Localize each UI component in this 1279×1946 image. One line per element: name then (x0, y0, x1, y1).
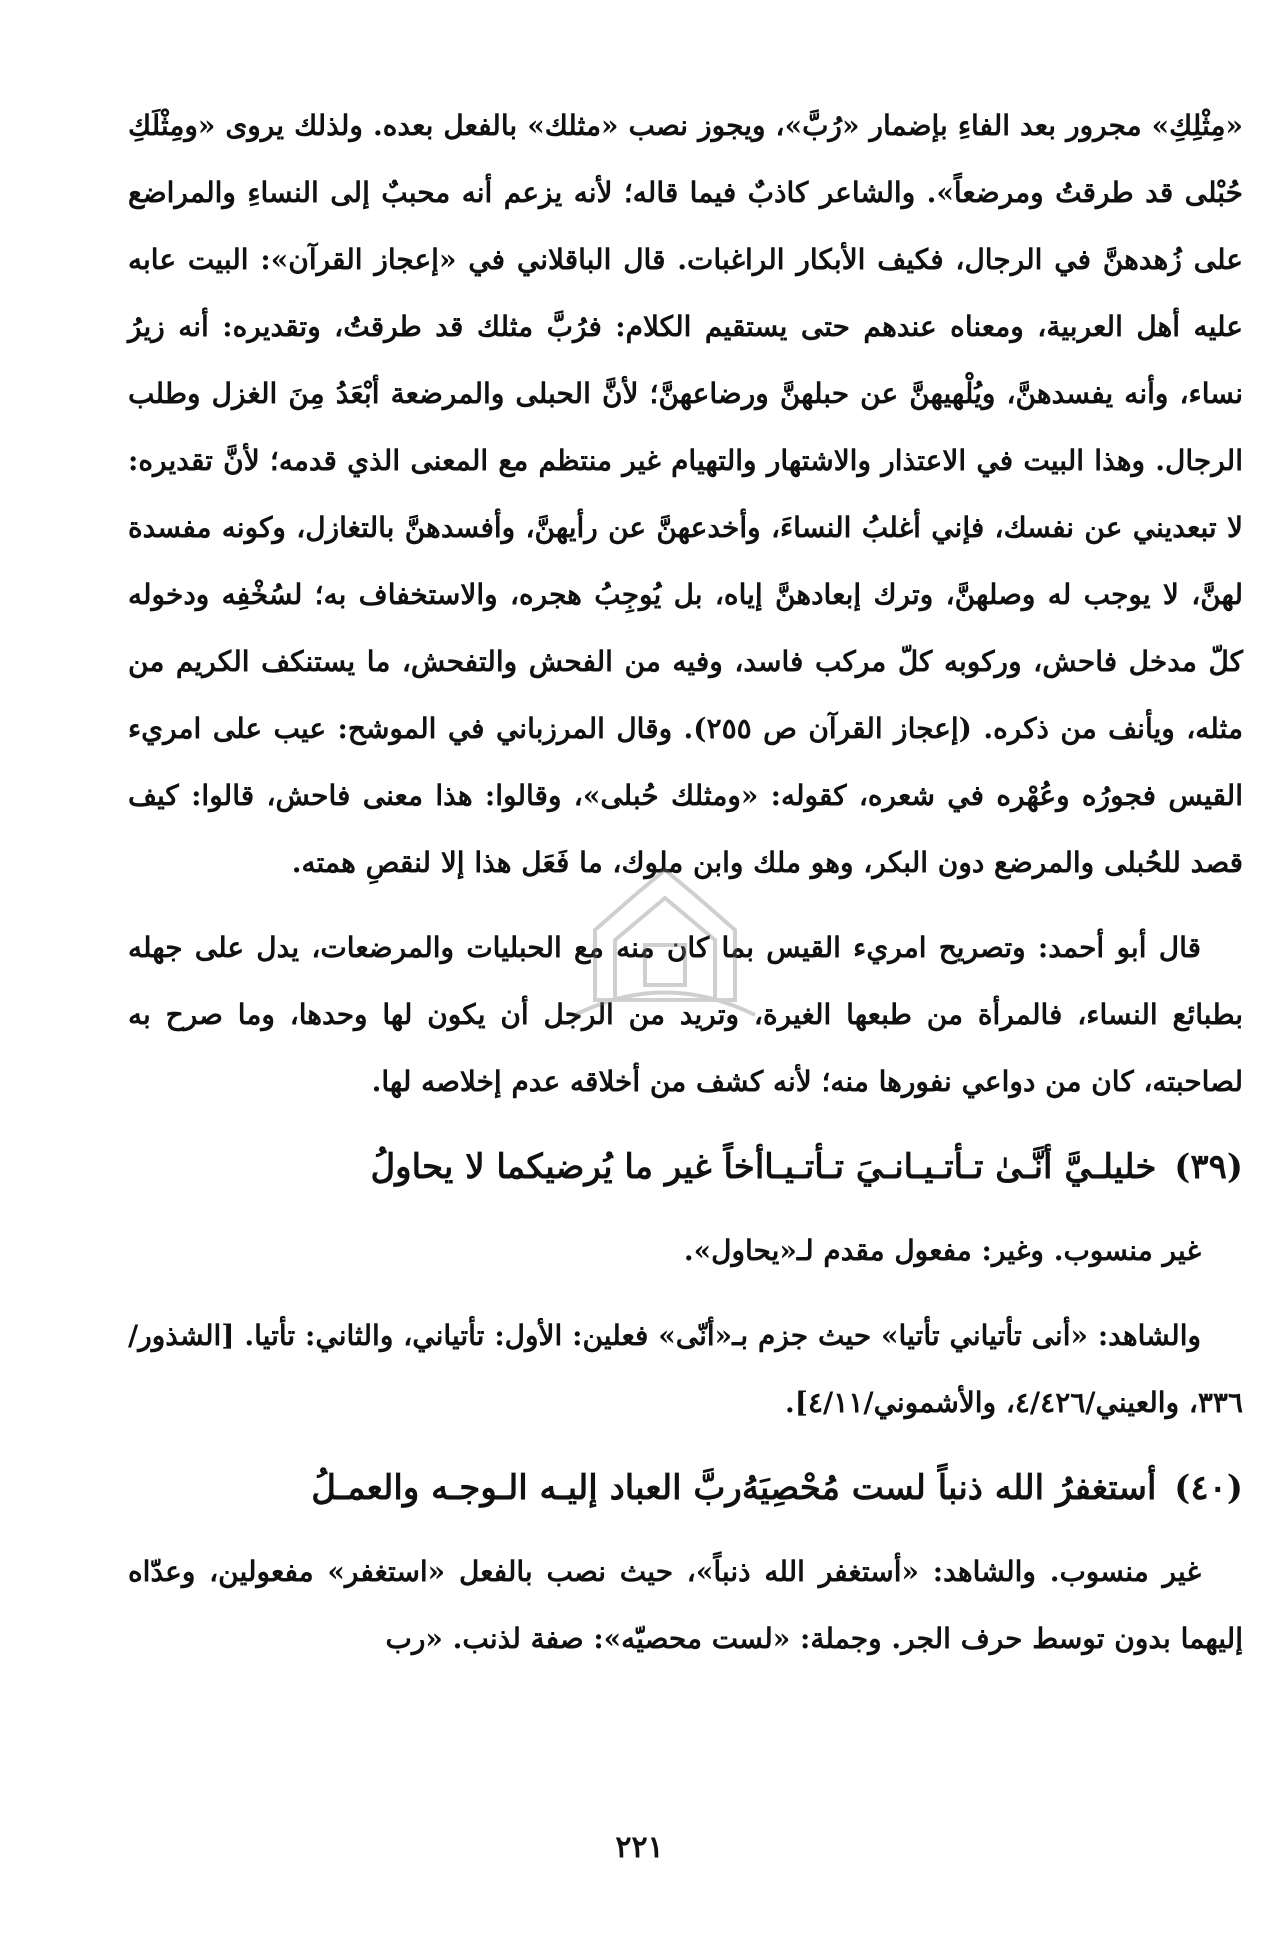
verse-number: (٣٩) (1174, 1147, 1243, 1187)
paragraph-verse-39-attribution: غير منسوب. وغير: مفعول مقدم لـ«يحاول». (683, 1234, 1201, 1267)
verse-39 (128, 1137, 1243, 1197)
verse-first-hemistich: خليلـيَّ أنَّـىٰ تـأتـيـانـيَ تـأتـيـا (764, 1147, 1157, 1187)
verse-number: (٤٠) (1174, 1468, 1243, 1508)
verse-second-hemistich: ربَّ العباد إليـه الـوجـه والعمـلُ (311, 1468, 742, 1508)
watermark-emblem (555, 850, 775, 1020)
verse-40 (128, 1458, 1243, 1518)
paragraph-verse-40-evidence: غير منسوب. والشاهد: «أستغفر الله ذنباً»، حيث نصب بالفعل «استغفر» مفعولين، وعدّاه إليهما بدون توسط حرف الجر. وجملة: «لست محصيّه»: صفة لذنب. «رب (128, 1555, 1243, 1655)
paragraph-commentary-mithlik: «مِثْلِكِ» مجرور بعد الفاءِ بإضمار «رُبَّ»، ويجوز نصب «مثلك» بالفعل بعده. ولذلك يروى «ومِثْلَكِ حُبْلى قد طرقتُ ومرضعاً». والشاعر كاذبٌ فيما قاله؛ لأنه يزعم أنه محببٌ إلى النساءِ والمراضع على زُهدهنَّ في الرجال، فكيف الأبكار الراغبات. قال الباقلاني في «إعجاز القرآن»: البيت عابه عليه أهل العربية، ومعناه عندهم حتى يستقيم الكلام: فرُبَّ مثلك قد طرقتُ، وتقديره: أنه زيرُ نساء، وأنه يفسدهنَّ، ويُلْهيهنَّ عن حبلهنَّ ورضاعهنَّ؛ لأنَّ الحبلى والمرضعة أبْعَدُ مِنَ الغزل وطلب الرجال. وهذا البيت في الاعتذار والاشتهار والتهيام غير منتظم مع المعنى الذي قدمه؛ لأنَّ تقديره: لا تبعديني عن نفسك، فإني أغلبُ النساءَ، وأخدعهنَّ عن رأيهنَّ، وأفسدهنَّ بالتغازل، وكونه مفسدة لهنَّ، لا يوجب له وصلهنَّ، وترك إبعادهنَّ إياه، بل يُوجِبُ هجره، والاستخفاف به؛ لسُخْفِه ودخوله كلّ مدخل فاحش، وركوبه كلّ مركب فاسد، وفيه من الفحش والتفحش، ما يستنكف الكريم من مثله، ويأنف من ذكره. (إعجاز القرآن ص ٢٥٥). وقال المرزباني في الموشح: عيب على امريء القيس فجورُه وعُهْره في شعره، كقوله: «ومثلك حُبلى»، وقالوا: هذا معنى فاحش، قالوا: كيف قصد للحُبلى والمرضع دون البكر، وهو ملك وابن ملوك، ما فَعَل هذا إلا لنقصِ همته. (128, 109, 1243, 879)
paragraph-abu-ahmad: قال أبو أحمد: وتصريح امريء القيس بما كان منه مع الحبليات والمرضعات، يدل على جهله بطبائع النساء، فالمرأة من طبعها الغيرة، وتريد من الرجل أن يكون لها وحدها، وما صرح به لصاحبته، كان من دواعي نفورها منه؛ لأنه كشف من أخلاقه عدم إخلاصه لها. (128, 931, 1243, 1098)
paragraph-verse-39-evidence: والشاهد: «أنى تأتياني تأتيا» حيث جزم بـ«أنّى» فعلين: الأول: تأتياني، والثاني: تأتيا. [الشذور/٣٣٦، والعيني/٤/٤٢٦، والأشموني/٤/١١]. (128, 1319, 1243, 1419)
page-number: ٢٢١ (615, 1830, 664, 1865)
verse-second-hemistich: أخاً غير ما يُرضيكما لا يحاولُ (370, 1147, 765, 1187)
verse-first-hemistich: أستغفرُ الله ذنباً لست مُحْصِيَهُ (741, 1468, 1157, 1508)
